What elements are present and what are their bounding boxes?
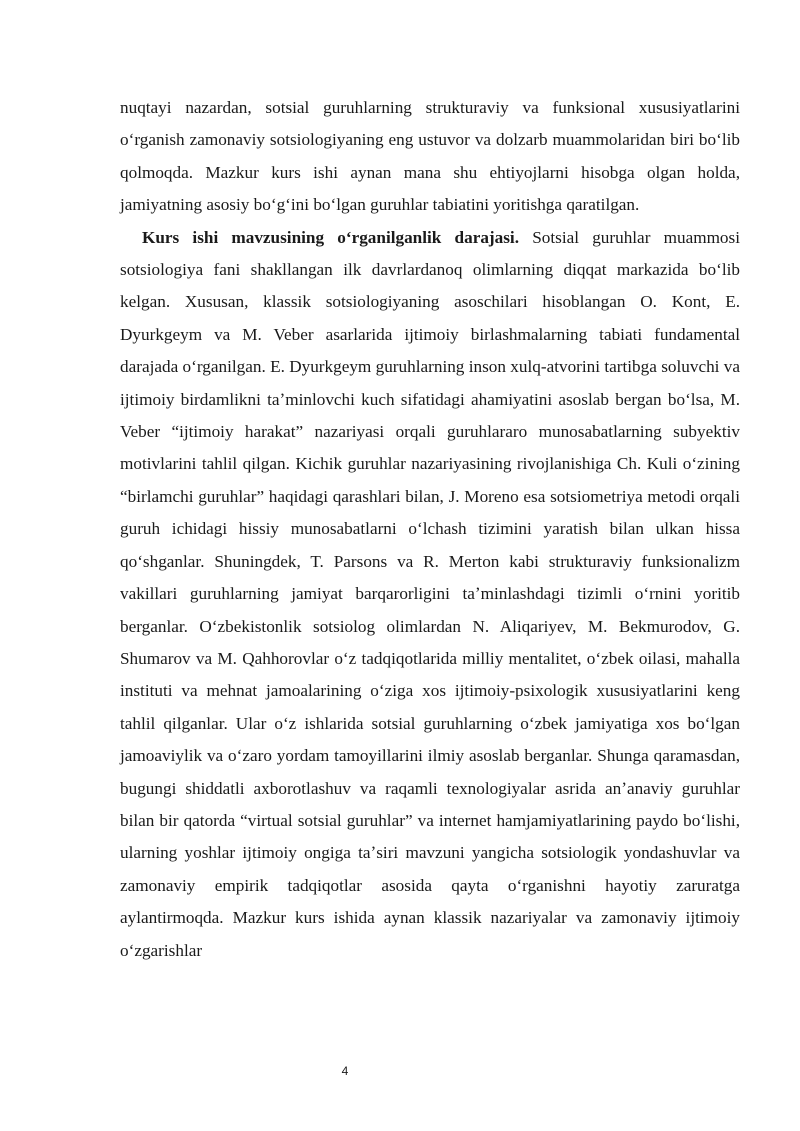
body-text [120,92,740,967]
page-number: 4 [341,1064,349,1078]
paragraph-research-degree [120,222,740,967]
paragraph-body: Sotsial guruhlar muammosi sotsiologiya fani shakllangan ilk davrlardanoq olimlarning diqqat markazida boʻlib kelgan. Xususan, klassik sotsiologiyaning asoschilari hisoblangan O. Kont, E. Dyurkgeym va M. Veber asarlarida ijtimoiy birlashmalarning tabiati fundamental darajada oʻrganilgan. E. Dyurkgeym guruhlarning inson xulq-atvorini tartibga soluvchi va ijtimoiy birdamlikni taʼminlovchi kuch sifatidagi ahamiyatini asoslab bergan boʻlsa, M. Veber “ijtimoiy harakat” nazariyasi orqali guruhlararo munosabatlarning subyektiv motivlarini tahlil qilgan. Kichik guruhlar nazariyasining rivojlanishiga Ch. Kuli oʻzining “birlamchi guruhlar” haqidagi qarashlari bilan, J. Moreno esa sotsiometriya metodi orqali guruh ichidagi hissiy munosabatlarni oʻlchash tizimini yaratish bilan ulkan hissa qoʻshganlar. Shuningdek, T. Parsons va R. Merton kabi strukturaviy funksionalizm vakillari guruhlarning jamiyat barqarorligini taʼminlashdagi tizimli oʻrnini yoritib berganlar. Oʻzbekistonlik sotsiolog olimlardan N. Aliqariyev, M. Bekmurodov, G. Shumarov va M. Qahhorovlar oʻz tadqiqotlarida milliy mentalitet, oʻzbek oilasi, mahalla instituti va mehnat jamoalarining oʻziga xos ijtimoiy-psixologik xususiyatlarini keng tahlil qilganlar. Ular oʻz ishlarida sotsial guruhlarning oʻzbek jamiyatiga xos boʻlgan jamoaviylik va oʻzaro yordam tamoyillarini ilmiy asoslab berganlar. Shunga qaramasdan, bugungi shiddatli axborotlashuv va raqamli texnologiyalar asrida anʼanaviy guruhlar bilan bir qatorda “virtual sotsial guruhlar” va internet hamjamiyatlarining paydo boʻlishi, ularning yoshlar ijtimoiy ongiga taʼsiri mavzuni yangicha sotsiologik yondashuvlar va zamonaviy empirik tadqiqotlar asosida qayta oʻrganishni hayotiy zaruratga aylantirmoqda. Mazkur kurs ishida aynan klassik nazariyalar va zamonaviy ijtimoiy oʻzgarishlar [120,227,740,960]
section-heading: Kurs ishi mavzusining oʻrganilganlik darajasi. [142,227,519,247]
paragraph-continuation: nuqtayi nazardan, sotsial guruhlarning strukturaviy va funksional xususiyatlarini oʻrganish zamonaviy sotsiologiyaning eng ustuvor va dolzarb muammolaridan biri boʻlib qolmoqda. Mazkur kurs ishi aynan mana shu ehtiyojlarni hisobga olgan holda, jamiyatning asosiy boʻgʻini boʻlgan guruhlar tabiatini yoritishga qaratilgan. [120,98,740,215]
